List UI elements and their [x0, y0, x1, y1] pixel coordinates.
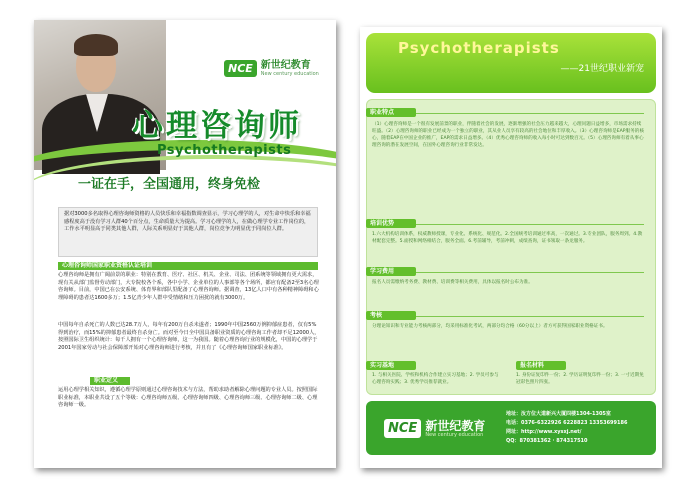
english-title: Psychotherapists [157, 143, 292, 158]
brand-name: 新世纪教育 [260, 59, 311, 71]
section-text-practice: 1. 与相关医院、学校和机构合作建立实习基地；2. 学员可参与心理咨询实践；3. 优秀学员推荐就业。 [372, 373, 499, 386]
section-label-exam: 考核 [366, 311, 416, 320]
nce-logo-icon: NCE [384, 419, 421, 438]
section-label-features: 职业特点 [366, 108, 416, 117]
contact-qq: QQ：870381362 · 874317510 [506, 438, 588, 444]
left-brochure-page [34, 20, 336, 468]
paragraph-definition: 运用心理学相关知识，遵循心理学原则通过心理咨询技术与方法，帮助求助者解除心理问题的专业人员。按照国际职业标准，本职业共设了五个等级：心理咨询师五级、心理咨询师四级、心理咨询师三级、心理咨询师二级、心理咨询师一级。 [58, 387, 318, 409]
header-banner [366, 33, 656, 93]
section-text-materials: 1. 身份证复印件一份；2. 学历证明复印件一份；3. 一寸近期免冠彩色照片四张。 [516, 373, 644, 386]
footer-brand-name: 新世纪教育 [425, 418, 486, 433]
brand-name-en: New century education [260, 70, 319, 77]
slogan: 一证在手，全国通用，终身免检 [78, 177, 261, 192]
section-text-features: （1）心理咨询师是一个很有发展前景的职业，伴随着社会的发展，逐渐增强的社会压力越来越大，心理问题日益增多，市场需求持续旺盛。（2）心理咨询师的职业已经成为一个独立的职业，其从业人员享有较高的社会地位和丰厚收入。（3）心理咨询师是EAP服务的核心，随着EAP在中国企业的推广，EAP的需求日益增多。（4）优秀心理咨询师的收入每小时可达到数百元。（5）心理咨询师有着从事心理咨询的潜在发展空间，在国外心理咨询行业非常发达。 [372, 122, 644, 149]
paragraph-prospects: 心理咨询师是拥有广阔前景的职业：特别在教育、医疗、社区、机关、企业、司法、团系统等领域拥有更大需求，现有关从部门监督劳动部门，大专院校各个系，各中小学、企业单位的人事部等各个场所，都应有配备2至3名心理咨询师。目前，中国已在公安系统、体育界和部队里配备了心理咨询师。据调查，13亿人口中有各种精神障碍和心理障碍的患者达1600多万；1.5亿青少年人群中受情绪和压力困扰的就有3000万。 [58, 272, 319, 301]
section-heading-training: 心理咨询师国家职业资格认证培训 [58, 262, 318, 270]
contact-phone: 电话：0376-6322926 6228823 13353699186 [506, 420, 628, 426]
footer-brand-logo [384, 419, 485, 438]
divider [416, 224, 644, 225]
paragraph-statistics: 中国每年自杀死亡的人数已达28.7万人，每年有200万自杀未遂者；1990年中国2560万例抑郁症患者，仅有5%得到治疗，而15%的抑郁患者最终自杀身亡。而对至今日全中国具备职业资质的心理咨询工作者却不足12000人，按照国际卫生组织统计：每千人拥有一个心理咨询师，这一为我国。随着心理咨询行业的规模化，中国的心理学于2001年国家劳动与社会保障部开始对心理咨询师进行考核，并且有了《心理咨询师国家职业标准》。 [58, 322, 320, 351]
footer-brand-name-en: New century education [425, 431, 484, 438]
brand-logo [224, 60, 319, 77]
section-text-exam: 分理论知识和专业能力考核两部分，均采用标准化考试，两部分均合格（60分以上）者方可获得国家职业资格证书。 [372, 324, 608, 329]
section-heading-definition: 职业定义 [90, 377, 130, 385]
header-subtitle: ——21世纪职业新宠 [560, 64, 644, 74]
contact-address: 地址：汝方位大道新兴大厦四楼1304-1305室 [506, 411, 611, 417]
contact-website: 网址：http://www.xysxj.net/ [506, 429, 582, 435]
section-label-fees: 学习费用 [366, 267, 416, 276]
section-text-advantages: 1.六大机构培训体系，权威教师授课，专业化、系统化、规范化。2.全国统考培训通过率高，一次通过。3.专业团队，服务周到。4.教材配套完整。5.面授和网络相结合，服务全面。6.考前辅导，考前冲刺，成绩查询，证书领取一条龙服务。 [372, 232, 643, 245]
page-title: 心理咨询师 [132, 108, 302, 144]
nce-logo-icon: NCE [224, 60, 257, 77]
divider [416, 113, 644, 114]
divider [416, 272, 644, 273]
section-label-advantages: 培训优势 [366, 219, 416, 228]
intro-textbox: 据对3000多名取得心理咨询师资格的人员快乐和幸福指数调查显示，学习心理学的人，对生命中快乐和幸福感程度高于没有学习人群40个百分点，生命质量大为提高。学习心理学的人，在做心理学专业工作岗位的，工作水平明显高于同类其他人群，人际关系明显好于其他人群，岗位竞争力明显优于同岗位人群。 [58, 207, 318, 257]
right-brochure-page [360, 27, 662, 468]
header-english-title: Psychotherapists [398, 39, 560, 57]
divider [416, 316, 644, 317]
section-text-fees: 报名人员需缴纳考务费、教材费、培训费等相关费用，具体以报名时公布为准。 [372, 280, 533, 285]
section-label-practice: 实习基地 [366, 361, 416, 370]
section-label-materials: 报名材料 [516, 361, 566, 370]
